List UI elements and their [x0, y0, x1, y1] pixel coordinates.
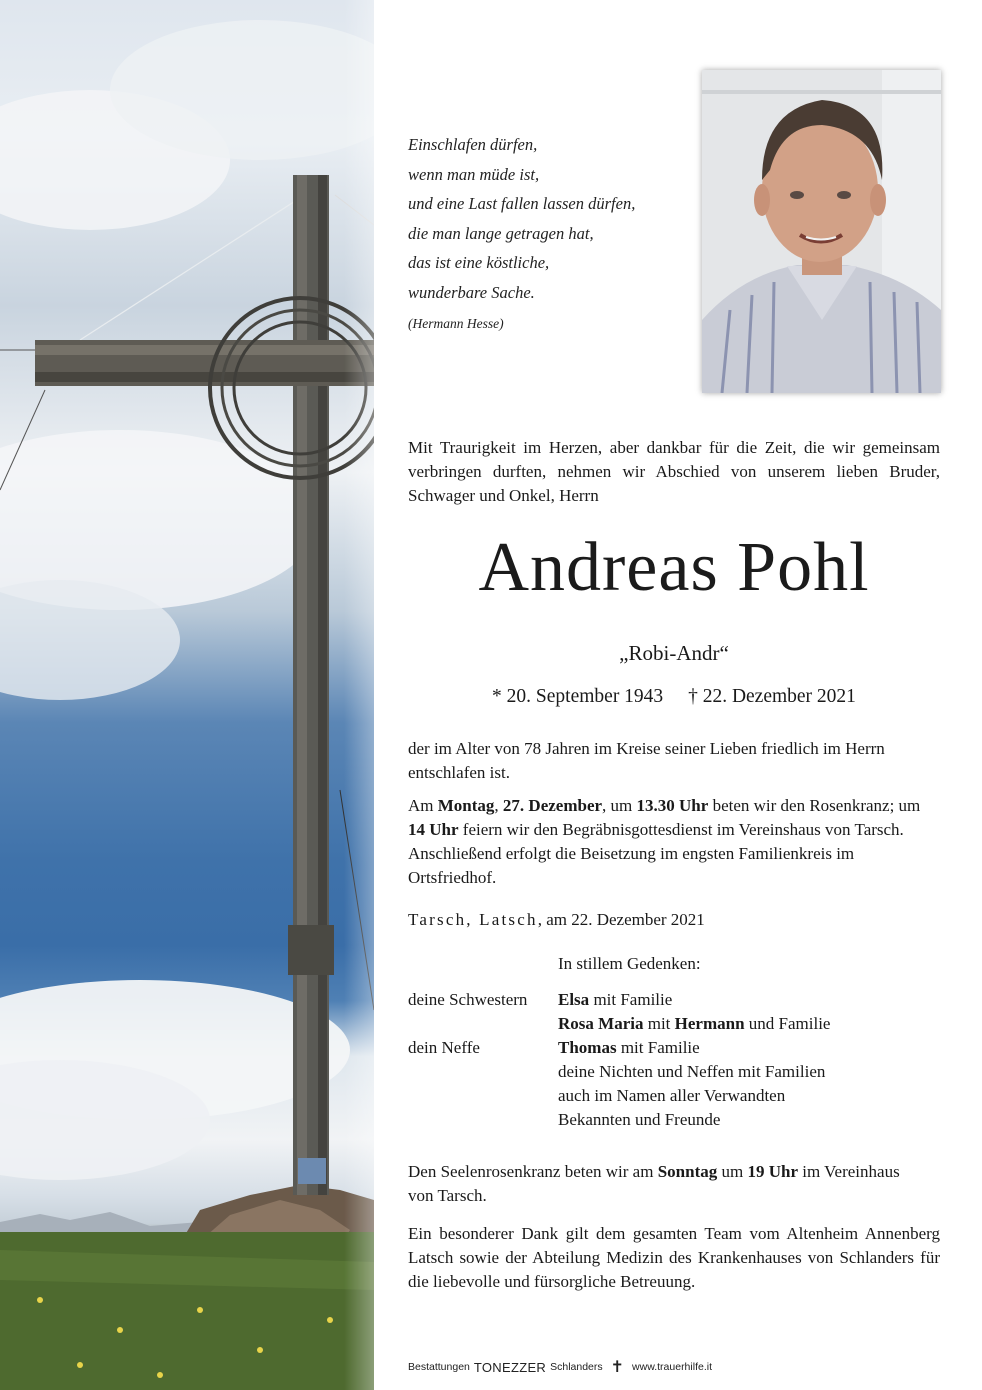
birth-date: * 20. September 1943 — [492, 686, 664, 707]
rosary-text-part: um — [717, 1162, 748, 1181]
rosary-time: 13.30 Uhr — [636, 796, 709, 815]
mourner-name: Elsa — [558, 990, 590, 1009]
footer-website[interactable]: www.trauerhilfe.it — [632, 1361, 712, 1373]
mourners-row — [408, 1084, 940, 1108]
mourners-row — [408, 1060, 940, 1084]
service-text-part: , — [494, 796, 503, 815]
mourners-row — [408, 988, 940, 1012]
intro-text: Mit Traurigkeit im Herzen, aber dankbar für die Zeit, die wir gemeinsam verbringen durften, nehmen wir Abschied von unserem lieben Bruder, Schwager und Onkel, Herrn — [408, 438, 940, 505]
service-day: Montag — [437, 796, 495, 815]
mourner-name: Hermann — [674, 1014, 745, 1033]
mourner-names: deine Nichten und Neffen mit Familien — [558, 1062, 826, 1081]
relation-label — [408, 1012, 558, 1036]
deceased-name: Andreas Pohl — [478, 529, 870, 606]
portrait-photo — [702, 70, 941, 393]
poem-author: (Hermann Hesse) — [408, 316, 504, 331]
service-text-part: feiern wir den Begräbnisgottesdienst im Vereinshaus von Tarsch. Anschließend erfolgt die Beisetzung im engsten Familienkreis im Ortsfriedhof. — [408, 820, 904, 887]
footer-prefix: Bestattungen — [408, 1361, 470, 1373]
mourner-name: Thomas — [558, 1038, 617, 1057]
footer — [408, 1357, 940, 1377]
mourners-row — [408, 1012, 940, 1036]
mourner-names — [558, 1012, 940, 1036]
place-name: Tarsch, Latsch — [408, 910, 538, 929]
cross-logo-icon: ✝ — [610, 1359, 625, 1376]
funeral-time: 14 Uhr — [408, 820, 459, 839]
passing-text: der im Alter von 78 Jahren im Kreise seiner Lieben friedlich im Herrn entschlafen ist. — [408, 739, 885, 782]
poem-line: wenn man müde ist, — [408, 164, 540, 184]
relation-label — [408, 1108, 558, 1132]
summit-cross-photo — [0, 0, 374, 1390]
life-dates — [408, 684, 940, 710]
deceased-nickname: „Robi-Andr“ — [619, 641, 729, 665]
death-date: † 22. Dezember 2021 — [688, 686, 856, 707]
poem — [408, 130, 688, 333]
relation-label — [408, 1084, 558, 1108]
mourner-suffix: mit Familie — [616, 1038, 700, 1057]
cross-illustration — [0, 0, 374, 1390]
footer-brand: TONEZZER — [473, 1359, 547, 1375]
mourners-row — [408, 1036, 940, 1060]
mourners-row — [408, 1108, 940, 1132]
poem-line: Einschlafen dürfen, — [408, 135, 538, 154]
service-text-part: , um — [602, 796, 637, 815]
mourner-names: Bekannten und Freunde — [558, 1110, 721, 1129]
date-line: , am 22. Dezember 2021 — [537, 910, 705, 929]
service-text-part: beten wir den Rosenkranz; um — [708, 796, 921, 815]
service-text — [408, 794, 933, 890]
poem-line: das ist eine köstliche, — [408, 253, 550, 272]
mourner-suffix: und Familie — [744, 1014, 831, 1033]
rosary-day: Sonntag — [657, 1162, 718, 1181]
relation-label — [408, 1060, 558, 1084]
rosary-text-part: im Vereinhaus von Tarsch. — [408, 1162, 900, 1205]
poem-line: und eine Last fallen lassen dürfen, — [408, 194, 636, 213]
mourner-suffix: mit — [643, 1014, 675, 1033]
service-text-part: Am — [408, 796, 438, 815]
thanks-text: Ein besonderer Dank gilt dem gesamten Team vom Altenheim Annenberg Latsch sowie der Abteilung Medizin des Krankenhauses von Schlanders für die liebevolle und fürsorgliche Betreuung. — [408, 1224, 940, 1291]
mourner-names — [558, 1036, 940, 1060]
footer-suffix: Schlanders — [550, 1361, 603, 1373]
poem-line: wunderbare Sache. — [408, 282, 535, 302]
place-date — [408, 908, 940, 932]
relation-label: dein Neffe — [408, 1038, 480, 1057]
mourner-suffix: mit Familie — [589, 990, 673, 1009]
rosary-hour: 19 Uhr — [747, 1162, 799, 1181]
rosary-text-part: Den Seelenrosenkranz beten wir am — [408, 1162, 658, 1181]
portrait-illustration — [702, 70, 941, 393]
mourner-names: auch im Namen aller Verwandten — [558, 1086, 786, 1105]
mourners-list — [408, 988, 940, 1132]
mourner-name: Rosa Maria — [558, 1014, 644, 1033]
poem-line: die man lange getragen hat, — [408, 223, 594, 243]
rosary-text — [408, 1160, 908, 1208]
service-date: 27. Dezember — [502, 796, 603, 815]
mourner-names — [558, 988, 940, 1012]
relation-label: deine Schwestern — [408, 990, 528, 1009]
gedenken-heading: In stillem Gedenken: — [558, 954, 701, 973]
